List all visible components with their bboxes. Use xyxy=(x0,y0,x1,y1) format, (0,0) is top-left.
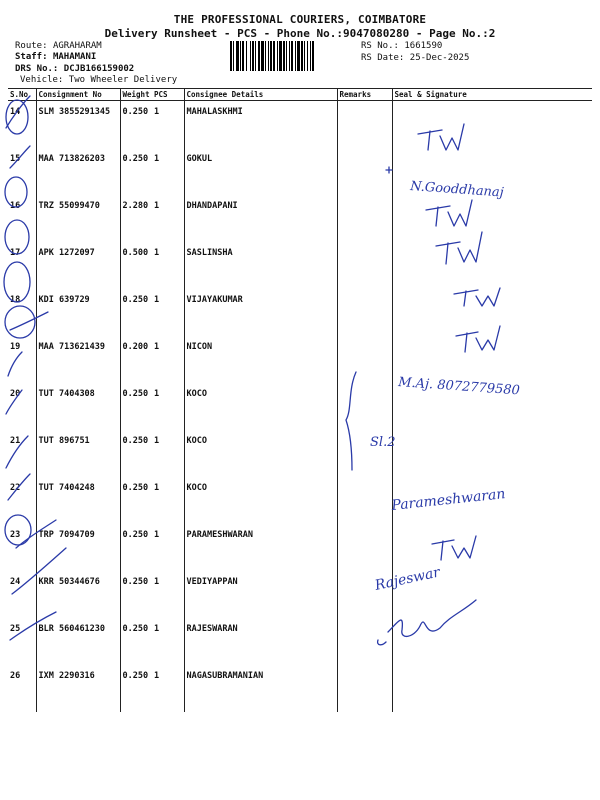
column-header-remarks: Remarks xyxy=(337,89,392,101)
signature-parameshwaran: Parameshwaran xyxy=(390,486,507,514)
cell-remarks xyxy=(337,477,392,524)
cell-pcs: 1 xyxy=(152,289,184,336)
cell-weight: 0.250 xyxy=(122,436,149,446)
cell-sno: 22 xyxy=(8,477,36,524)
cell-pcs: 1 xyxy=(152,101,184,149)
table-row xyxy=(8,477,592,524)
cell-consignee: NAGASUBRAMANIAN xyxy=(184,665,337,712)
table-row xyxy=(8,571,592,618)
cell-sno: 26 xyxy=(8,665,36,712)
rs-date-value: 25-Dec-2025 xyxy=(409,53,470,63)
table-row xyxy=(8,289,592,336)
rs-number-value: 1661590 xyxy=(404,41,443,51)
cell-pcs: 1 xyxy=(152,665,184,712)
table-header-row xyxy=(8,89,592,101)
barcode-image xyxy=(230,41,358,71)
cell-pcs: 1 xyxy=(152,336,184,383)
signature-koco: Sl.2 xyxy=(370,435,396,450)
cell-consignee: KOCO xyxy=(184,383,337,430)
cell-seal-signature xyxy=(392,289,592,336)
cell-weight: 0.250 xyxy=(122,624,149,634)
cell-consignment: KDI 639729 xyxy=(36,289,120,336)
cell-weight: 0.250 xyxy=(122,154,149,164)
cell-sno: 19 xyxy=(8,336,36,383)
cell-weight: 0.500 xyxy=(122,248,149,258)
column-header-seal-signature: Seal & Signature xyxy=(392,89,592,101)
company-title: THE PROFESSIONAL COURIERS, COIMBATORE xyxy=(173,13,427,26)
cell-remarks xyxy=(337,242,392,289)
table-row xyxy=(8,148,592,195)
cell-consignment: TUT 7404308 xyxy=(36,383,120,430)
drs-label: DRS No.: xyxy=(15,64,59,74)
column-header-consignment: Consignment No xyxy=(36,89,120,101)
cell-consignment: TUT 7404248 xyxy=(36,477,120,524)
rs-number-line xyxy=(361,41,442,52)
cell-weight: 0.250 xyxy=(122,295,149,305)
cell-sno: 14 xyxy=(8,101,36,149)
table-row xyxy=(8,336,592,383)
cell-pcs: 1 xyxy=(152,571,184,618)
cell-consignment: MAA 713826203 xyxy=(36,148,120,195)
cell-sno: 20 xyxy=(8,383,36,430)
cell-seal-signature xyxy=(392,242,592,289)
signature-gokul: N.Gooddhanaj xyxy=(409,179,505,201)
cell-weight: 0.250 xyxy=(122,483,149,493)
cell-seal-signature xyxy=(392,524,592,571)
cell-sno: 18 xyxy=(8,289,36,336)
cell-remarks xyxy=(337,336,392,383)
cell-consignment: TUT 896751 xyxy=(36,430,120,477)
cell-consignee: GOKUL xyxy=(184,148,337,195)
cell-consignment: TRP 7094709 xyxy=(36,524,120,571)
cell-sno: 17 xyxy=(8,242,36,289)
cell-weight: 0.250 xyxy=(122,530,149,540)
cell-consignment: BLR 560461230 xyxy=(36,618,120,665)
cell-pcs: 1 xyxy=(152,195,184,242)
staff-value: MAHAMANI xyxy=(52,52,97,62)
route-label: Route: xyxy=(15,41,48,51)
cell-seal-signature xyxy=(392,665,592,712)
cell-consignee: VIJAYAKUMAR xyxy=(184,289,337,336)
cell-sno: 15 xyxy=(8,148,36,195)
cell-seal-signature xyxy=(392,148,592,195)
table-row xyxy=(8,101,592,149)
table-row xyxy=(8,618,592,665)
column-header-pcs: PCS xyxy=(152,89,184,101)
cell-weight: 0.250 xyxy=(122,671,149,681)
cell-pcs: 1 xyxy=(152,524,184,571)
cell-remarks xyxy=(337,430,392,477)
cell-pcs: 1 xyxy=(152,148,184,195)
cell-consignee: PARAMESHWARAN xyxy=(184,524,337,571)
cell-seal-signature xyxy=(392,430,592,477)
drs-line xyxy=(15,64,134,75)
column-header-weight: Weight xyxy=(120,89,152,101)
cell-seal-signature xyxy=(392,101,592,149)
table-row xyxy=(8,242,592,289)
cell-consignee: KOCO xyxy=(184,430,337,477)
vehicle-label: Vehicle: xyxy=(20,75,64,85)
cell-consignment: TRZ 55099470 xyxy=(36,195,120,242)
table-row xyxy=(8,524,592,571)
cell-seal-signature xyxy=(392,618,592,665)
drs-value: DCJB166159002 xyxy=(63,64,135,74)
phone-note: M.Aj. 8072779580 xyxy=(397,375,521,399)
cell-remarks xyxy=(337,148,392,195)
cell-weight: 0.250 xyxy=(122,107,149,117)
signature-rajeswaran: Rajeswar xyxy=(373,564,442,594)
cell-sno: 23 xyxy=(8,524,36,571)
cell-remarks xyxy=(337,195,392,242)
cell-consignment: MAA 713621439 xyxy=(36,336,120,383)
cell-remarks xyxy=(337,524,392,571)
cell-consignment: SLM 3855291345 xyxy=(36,101,120,149)
table-row xyxy=(8,665,592,712)
column-header-consignee: Consignee Details xyxy=(184,89,337,101)
cell-consignment: APK 1272097 xyxy=(36,242,120,289)
cell-pcs: 1 xyxy=(152,618,184,665)
cell-seal-signature xyxy=(392,477,592,524)
cell-consignee: RAJESWARAN xyxy=(184,618,337,665)
cell-remarks xyxy=(337,571,392,618)
cell-remarks xyxy=(337,383,392,430)
runsheet-table xyxy=(8,88,592,712)
rs-date-line xyxy=(361,53,469,64)
cell-sno: 25 xyxy=(8,618,36,665)
cell-consignee: NICON xyxy=(184,336,337,383)
route-line xyxy=(15,41,102,52)
table-row xyxy=(8,430,592,477)
cell-weight: 0.250 xyxy=(122,389,149,399)
cell-consignee: DHANDAPANI xyxy=(184,195,337,242)
cell-pcs: 1 xyxy=(152,430,184,477)
cell-remarks xyxy=(337,289,392,336)
cell-pcs: 1 xyxy=(152,383,184,430)
cell-consignee: SASLINSHA xyxy=(184,242,337,289)
cell-remarks xyxy=(337,618,392,665)
cell-sno: 21 xyxy=(8,430,36,477)
cell-seal-signature xyxy=(392,383,592,430)
cell-seal-signature xyxy=(392,336,592,383)
cell-consignee: MAHALASKHMI xyxy=(184,101,337,149)
vehicle-value: Two Wheeler Delivery xyxy=(68,75,178,85)
cell-consignee: VEDIYAPPAN xyxy=(184,571,337,618)
cell-weight: 0.250 xyxy=(122,577,149,587)
cell-pcs: 1 xyxy=(152,242,184,289)
column-header-sno: S.No xyxy=(8,89,36,101)
cell-remarks xyxy=(337,665,392,712)
cell-consignee: KOCO xyxy=(184,477,337,524)
table-row xyxy=(8,195,592,242)
cell-remarks xyxy=(337,101,392,149)
cell-seal-signature xyxy=(392,195,592,242)
cell-sno: 24 xyxy=(8,571,36,618)
table-row xyxy=(8,383,592,430)
rs-date-label: RS Date: xyxy=(361,53,405,63)
cell-weight: 0.200 xyxy=(122,342,149,352)
vehicle-line xyxy=(20,75,177,86)
cell-weight: 2.280 xyxy=(122,201,149,211)
cell-consignment: IXM 2290316 xyxy=(36,665,120,712)
runsheet-title: Delivery Runsheet - PCS - Phone No.:9047080280 - Page No.:2 xyxy=(104,27,496,40)
cell-seal-signature xyxy=(392,571,592,618)
route-value: AGRAHARAM xyxy=(52,41,102,51)
cell-pcs: 1 xyxy=(152,477,184,524)
staff-line xyxy=(15,52,96,63)
cell-sno: 16 xyxy=(8,195,36,242)
rs-number-label: RS No.: xyxy=(361,41,399,51)
cell-consignment: KRR 50344676 xyxy=(36,571,120,618)
staff-label: Staff: xyxy=(15,52,48,62)
